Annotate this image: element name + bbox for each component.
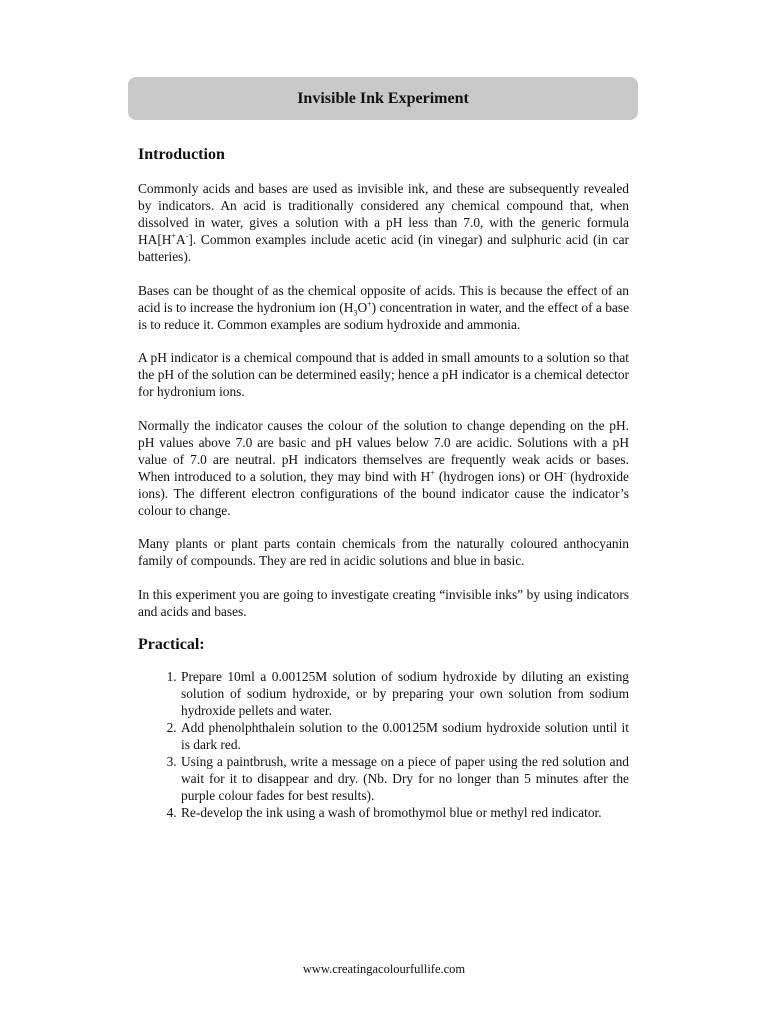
- title-banner: [128, 77, 638, 120]
- intro-paragraph-2: Bases can be thought of as the chemical opposite of acids. This is because the effect of an acid is to increase the hydronium ion $(H_3O^+)$ concentration in water, and the effect of a base is to reduce it. Common examples are sodium hydroxide and ammonia.: [138, 282, 630, 332]
- intro-paragraph-5: Many plants or plant parts contain chemicals from the naturally coloured anthocyanin family of compounds. They are red in acidic solutions and blue in basic.: [138, 536, 629, 568]
- document-body: [138, 145, 629, 821]
- practical-heading: Practical:: [138, 636, 205, 653]
- intro-paragraph-1: Commonly acids and bases are used as invisible ink, and these are subsequently revealed by indicators. An acid is traditionally considered any chemical compound that, when dissolved in water, gives a solution with a pH less than 7.0, with the generic formula HA[H+A-]. Common examples include acetic acid (in vinegar) and sulphuric acid (in car batteries).: [138, 181, 629, 264]
- practical-steps-list: [138, 668, 629, 821]
- intro-paragraph-3: A pH indicator is a chemical compound that is added in small amounts to a solution so that the pH of the solution can be determined easily; hence a pH indicator is a chemical detector for hydronium ions.: [138, 350, 629, 399]
- practical-step: 4. Re-develop the ink using a wash of bromothymol blue or methyl red indicator.: [180, 804, 629, 821]
- document-title: Invisible Ink Experiment: [297, 89, 469, 107]
- footer-url: www.creatingacolourfullife.com: [302, 962, 466, 976]
- intro-paragraph-6: In this experiment you are going to investigate creating “invisible inks” by using indicators and acids and bases.: [138, 586, 629, 619]
- practical-step: 2. Add phenolphthalein solution to the 0.00125M sodium hydroxide solution until it is dark red.: [180, 719, 629, 753]
- intro-paragraph-4: Normally the indicator causes the colour of the solution to change depending on the pH. pH values above 7.0 are basic and pH values below 7.0 are acidic. Solutions with a pH value of 7.0 are neutral. pH indicators themselves are frequently weak acids or bases. When introduced to a solution, they may bind with H+ (hydrogen ions) or OH- (hydroxide ions). The different electron configurations of the bound indicator cause the indicator’s colour to change.: [138, 417, 629, 518]
- practical-step: 1. Prepare 10ml a 0.00125M solution of sodium hydroxide by diluting an existing solution of sodium hydroxide, or by preparing your own solution from sodium hydroxide pellets and water.: [180, 668, 629, 719]
- introduction-heading: Introduction: [138, 146, 225, 163]
- practical-step: 3. Using a paintbrush, write a message on a piece of paper using the red solution and wait for it to disappear and dry. (Nb. Dry for no longer than 5 minutes after the purple colour fades for best results).: [180, 753, 629, 804]
